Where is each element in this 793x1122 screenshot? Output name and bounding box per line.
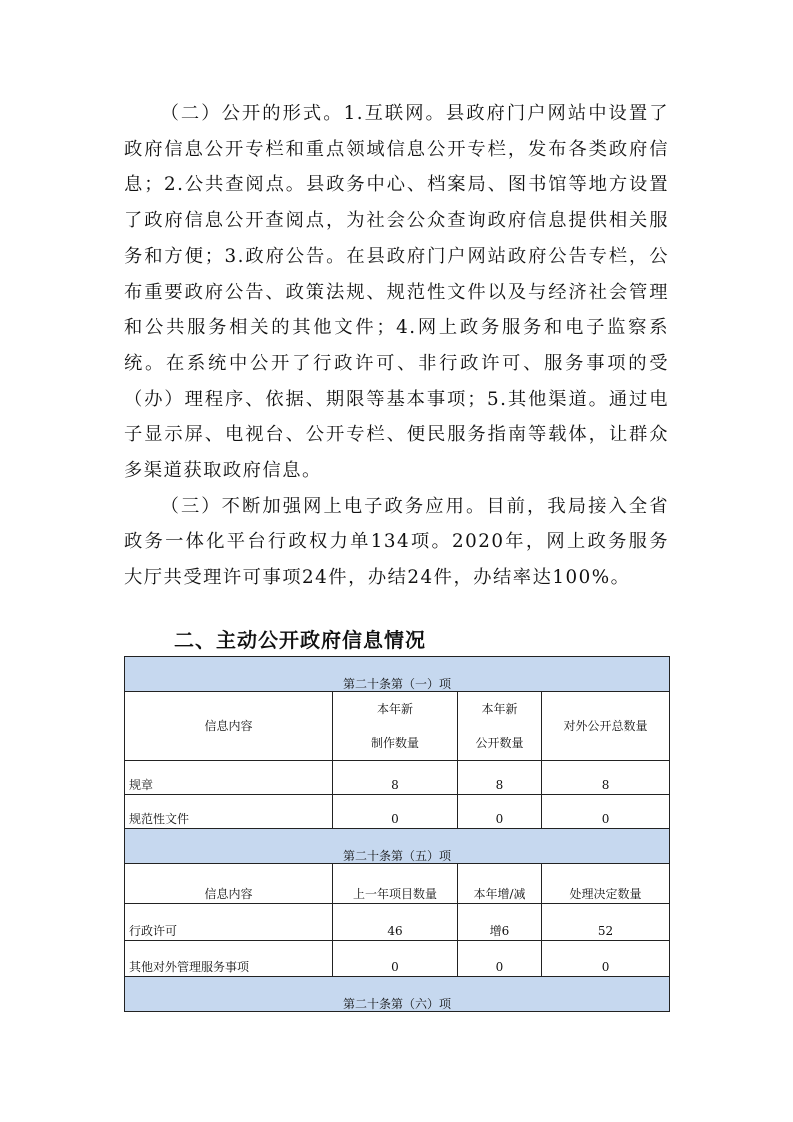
table-section-title: [125, 829, 670, 864]
info-table: [124, 656, 670, 1012]
header-cell: 本年新 制作数量: [333, 692, 458, 761]
section-title-text: 第二十条第（一）项: [343, 677, 452, 691]
table-header-row: [125, 692, 670, 761]
row-value: 0: [458, 795, 542, 829]
header-cell: 上一年项目数量: [333, 864, 458, 904]
table-row: [125, 941, 670, 977]
row-value: 46: [333, 904, 458, 941]
row-label: 规章: [125, 761, 333, 795]
table-header-row: [125, 864, 670, 904]
section-title-text: 第二十条第（六）项: [343, 997, 452, 1011]
header-cell: 对外公开总数量: [542, 692, 670, 761]
body-text: [124, 96, 669, 596]
table-row: [125, 904, 670, 941]
row-value: 增6: [458, 904, 542, 941]
table-row: [125, 795, 670, 829]
row-value: 8: [542, 761, 670, 795]
paragraph-e-government: （三）不断加强网上电子政务应用。目前，我局接入全省政务一体化平台行政权力单134项。2020年，网上政务服务大厅共受理许可事项24件，办结24件，办结率达100%。: [124, 495, 669, 589]
row-value: 8: [458, 761, 542, 795]
row-value: 0: [333, 795, 458, 829]
header-cell: 信息内容: [125, 692, 333, 761]
table-section-title: [125, 657, 670, 692]
section-heading: 二、主动公开政府信息情况: [174, 628, 426, 652]
row-label: 行政许可: [125, 904, 333, 941]
header-cell: 本年新 公开数量: [458, 692, 542, 761]
row-value: 0: [333, 941, 458, 977]
row-label: 其他对外管理服务事项: [125, 941, 333, 977]
row-value: 0: [458, 941, 542, 977]
table-section-title: [125, 977, 670, 1012]
header-cell: 信息内容: [125, 864, 333, 904]
row-value: 0: [542, 795, 670, 829]
paragraph-publication-forms: （二）公开的形式。1.互联网。县政府门户网站中设置了政府信息公开专栏和重点领域信息公开专栏，发布各类政府信息；2.公共查阅点。县政务中心、档案局、图书馆等地方设置了政府信息公开查阅点，为社会公众查询政府信息提供相关服务和方便；3.政府公告。在县政府门户网站政府公告专栏，公布重要政府公告、政策法规、规范性文件以及与经济社会管理和公共服务相关的其他文件；4.网上政务服务和电子监察系统。在系统中公开了行政许可、非行政许可、服务事项的受（办）理程序、依据、期限等基本事项；5.其他渠道。通过电子显示屏、电视台、公开专栏、便民服务指南等载体，让群众多渠道获取政府信息。: [124, 103, 669, 482]
row-value: 0: [542, 941, 670, 977]
table-row: [125, 761, 670, 795]
row-value: 52: [542, 904, 670, 941]
header-cell: 处理决定数量: [542, 864, 670, 904]
row-label: 规范性文件: [125, 795, 333, 829]
header-cell: 本年增/减: [458, 864, 542, 904]
row-value: 8: [333, 761, 458, 795]
section-title-text: 第二十条第（五）项: [343, 849, 452, 863]
